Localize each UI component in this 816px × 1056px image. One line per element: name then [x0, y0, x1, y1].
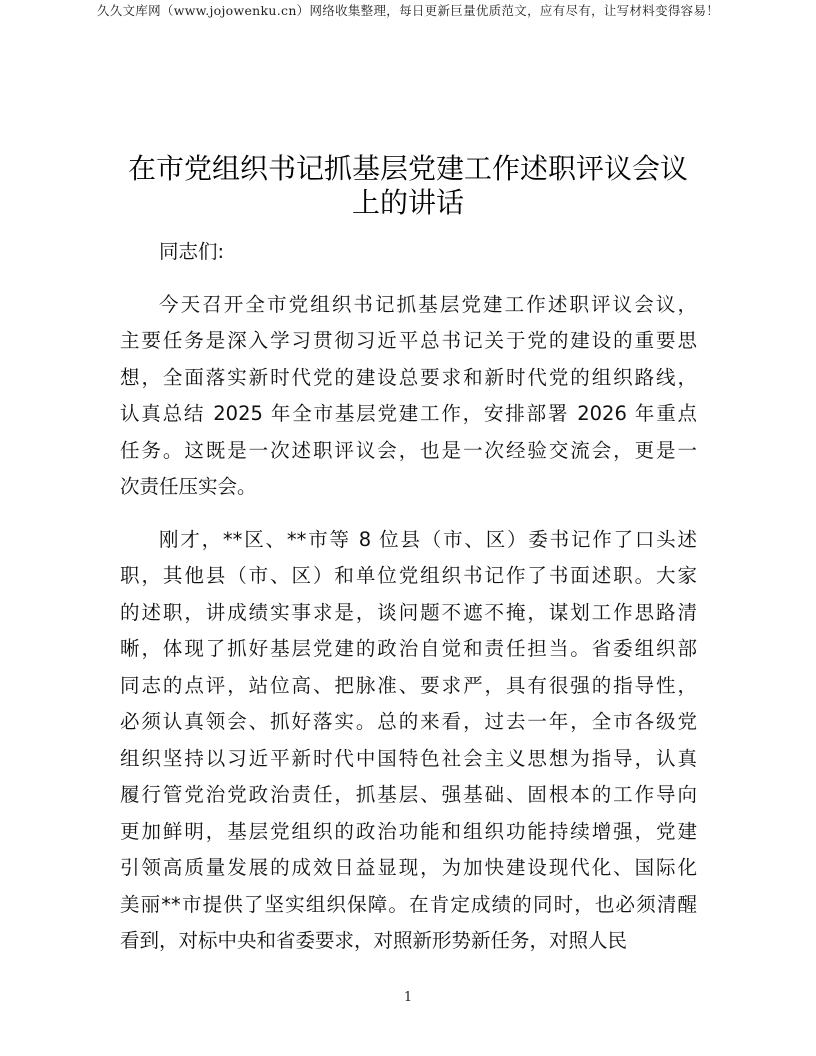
paragraph2-line: 必须认真领会、抓好落实。总的来看，过去一年，全市各级党 — [120, 710, 697, 733]
page-number: 1 — [403, 990, 413, 1005]
title-line-1: 在市党组织书记抓基层党建工作述职评议会议 — [127, 152, 688, 185]
paragraph-2 — [120, 522, 697, 960]
paragraph2-line: 美丽**市提供了坚实组织保障。在肯定成绩的同时，也必须清醒 — [120, 892, 697, 916]
paragraph2-line: 组织坚持以习近平新时代中国特色社会主义思想为指导，认真 — [120, 746, 697, 770]
document-body — [120, 234, 697, 960]
paragraph1-line: 主要任务是深入学习贯彻习近平总书记关于党的建设的重要思 — [120, 329, 697, 352]
greeting: 同志们: — [159, 240, 225, 263]
header-note: 久久文库网（www.jojowenku.cn）网络收集整理，每日更新巨量优质范文，应有尽有，让写材料变得容易！ — [96, 3, 720, 18]
paragraph2-line: 的述职，讲成绩实事求是，谈问题不遮不掩，谋划工作思路清 — [120, 600, 697, 624]
paragraph1-line: 想，全面落实新时代党的建设总要求和新时代党的组织路线， — [120, 365, 697, 389]
paragraph1-line: 次责任压实会。 — [120, 475, 257, 498]
document-title — [100, 152, 716, 220]
paragraph2-line: 看到，对标中央和省委要求，对照新形势新任务，对照人民 — [120, 929, 628, 952]
paragraph2-line: 晰，体现了抓好基层党建的政治自觉和责任担当。省委组织部 — [120, 637, 697, 660]
paragraph2-line: 引领高质量发展的成效日益显现，为加快建设现代化、国际化 — [120, 856, 697, 879]
paragraph2-line: 同志的点评，站位高、把脉准、要求严，具有很强的指导性， — [120, 673, 697, 697]
paragraph2-line: 职，其他县（市、区）和单位党组织书记作了书面述职。大家 — [120, 564, 697, 587]
paragraph2-line: 更加鲜明，基层党组织的政治功能和组织功能持续增强，党建 — [120, 819, 697, 843]
paragraph2-line: 刚才，**区、**市等 8 位县（市、区）委书记作了口头述 — [159, 527, 697, 551]
paragraph2-line: 履行管党治党政治责任，抓基层、强基础、固根本的工作导向 — [120, 783, 697, 806]
title-line-2: 上的讲话 — [351, 186, 464, 219]
paragraph-1 — [120, 287, 697, 506]
paragraph1-line: 任务。这既是一次述职评议会，也是一次经验交流会，更是一 — [120, 438, 697, 462]
paragraph1-line: 认真总结 2025 年全市基层党建工作，安排部署 2026 年重点 — [120, 402, 697, 425]
paragraph1-line: 今天召开全市党组织书记抓基层党建工作述职评议会议， — [159, 292, 697, 316]
